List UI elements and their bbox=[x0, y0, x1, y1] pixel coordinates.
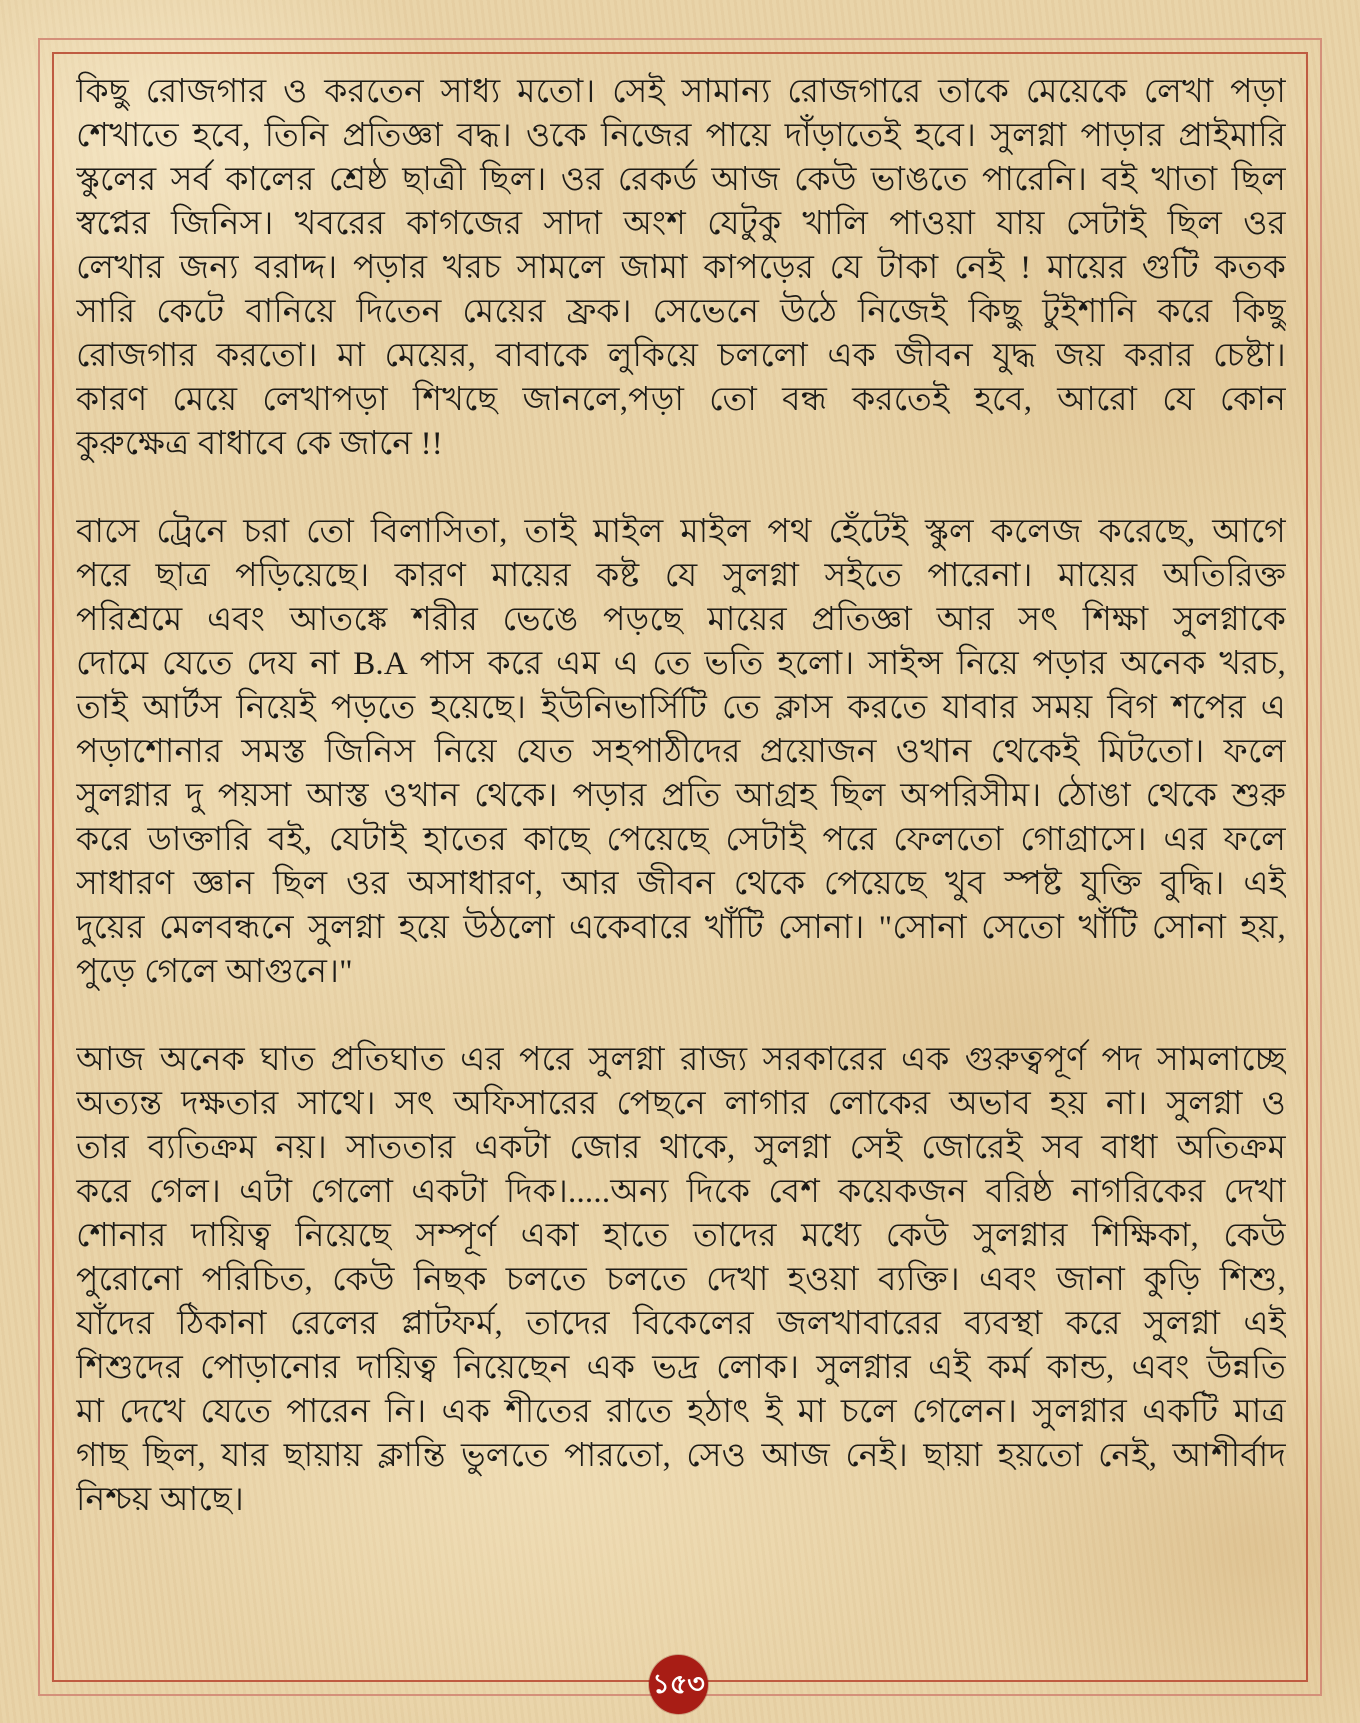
text-line: কিছু রোজগার ও করতেন সাধ্য মতো। সেই সামান্য রোজগারে তাকে মেয়েকে লেখা পড়া bbox=[76, 74, 1286, 110]
text-line: তাই আর্টস নিয়েই পড়তে হয়েছে। ইউনিভার্সিটি তে ক্লাস করতে যাবার সময় বিগ শপের এ bbox=[76, 690, 1286, 726]
paragraph-3 bbox=[76, 1038, 1286, 1522]
text-line: গাছ ছিল, যার ছায়ায় ক্লান্তি ভুলতে পারতো, সেও আজ নেই। ছায়া হয়তো নেই, আশীর্বাদ bbox=[76, 1438, 1286, 1474]
page-number: ১৫৩ bbox=[652, 1669, 705, 1699]
page-text bbox=[76, 70, 1286, 1553]
text-line: তার ব্যতিক্রম নয়। সাততার একটা জোর থাকে, সুলগ্না সেই জোরেই সব বাধা অতিক্রম bbox=[76, 1130, 1286, 1166]
text-line: আজ অনেক ঘাত প্রতিঘাত এর পরে সুলগ্না রাজ্য সরকারের এক গুরুত্বপূর্ণ পদ সামলাচ্ছে bbox=[76, 1042, 1286, 1078]
text-line: দোমে যেতে দেয না B.A পাস করে এম এ তে ভতি হলো। সাইন্স নিয়ে পড়ার অনেক খরচ, bbox=[76, 646, 1286, 682]
text-line: কুরুক্ষেত্র বাধাবে কে জানে !! bbox=[76, 426, 443, 462]
text-line: পরে ছাত্র পড়িয়েছে। কারণ মায়ের কষ্ট যে সুলগ্না সইতে পারেনা। মায়ের অতিরিক্ত bbox=[76, 558, 1286, 594]
text-line: শোনার দায়িত্ব নিয়েছে সম্পূর্ণ একা হাতে তাদের মধ্যে কেউ সুলগ্নার শিক্ষিকা, কেউ bbox=[76, 1218, 1286, 1254]
text-line: নিশ্চয় আছে। bbox=[76, 1482, 244, 1518]
text-line: সুলগ্নার দু পয়সা আস্ত ওখান থেকে। পড়ার প্রতি আগ্রহ ছিল অপরিসীম। ঠোঙা থেকে শুরু bbox=[76, 778, 1286, 814]
paragraph-2 bbox=[76, 510, 1286, 994]
page-number-badge bbox=[649, 1655, 708, 1714]
text-line: অত্যন্ত দক্ষতার সাথে। সৎ অফিসারের পেছনে লাগার লোকের অভাব হয় না। সুলগ্না ও bbox=[76, 1086, 1286, 1122]
text-line: স্বপ্নের জিনিস। খবরের কাগজের সাদা অংশ যেটুকু খালি পাওয়া যায় সেটাই ছিল ওর bbox=[76, 206, 1286, 242]
text-line: সারি কেটে বানিয়ে দিতেন মেয়ের ফ্রক। সেভেনে উঠে নিজেই কিছু টুইশানি করে কিছু bbox=[76, 294, 1286, 330]
text-line: স্কুলের সর্ব কালের শ্রেষ্ঠ ছাত্রী ছিল। ওর রেকর্ড আজ কেউ ভাঙতে পারেনি। বই খাতা ছিল bbox=[76, 162, 1286, 198]
text-line: শিশুদের পোড়ানোর দায়িত্ব নিয়েছেন এক ভদ্র লোক। সুলগ্নার এই কর্ম কান্ড, এবং উন্নতি bbox=[76, 1350, 1286, 1386]
paragraph-1 bbox=[76, 70, 1286, 466]
text-line: করে ডাক্তারি বই, যেটাই হাতের কাছে পেয়েছে সেটাই পরে ফেলতো গোগ্রাসে। এর ফলে bbox=[76, 822, 1286, 858]
text-line: বাসে ট্রেনে চরা তো বিলাসিতা, তাই মাইল মাইল পথ হেঁটেই স্কুল কলেজ করেছে, আগে bbox=[76, 514, 1286, 550]
text-line: পুড়ে গেলে আগুনে।" bbox=[76, 954, 353, 990]
text-line: দুয়ের মেলবন্ধনে সুলগ্না হয়ে উঠলো একেবারে খাঁটি সোনা। "সোনা সেতো খাঁটি সোনা হয়, bbox=[76, 910, 1286, 946]
text-line: পরিশ্রমে এবং আতঙ্কে শরীর ভেঙে পড়ছে মায়ের প্রতিজ্ঞা আর সৎ শিক্ষা সুলগ্নাকে bbox=[76, 602, 1286, 638]
text-line: রোজগার করতো। মা মেয়ের, বাবাকে লুকিয়ে চললো এক জীবন যুদ্ধ জয় করার চেষ্টা। bbox=[76, 338, 1286, 374]
text-line: কারণ মেয়ে লেখাপড়া শিখছে জানলে,পড়া তো বন্ধ করতেই হবে, আরো যে কোন bbox=[76, 382, 1286, 418]
text-line: সাধারণ জ্ঞান ছিল ওর অসাধারণ, আর জীবন থেকে পেয়েছে খুব স্পষ্ট যুক্তি বুদ্ধি। এই bbox=[76, 866, 1286, 902]
text-line: পড়াশোনার সমস্ত জিনিস নিয়ে যেত সহপাঠীদের প্রয়োজন ওখান থেকেই মিটতো। ফলে bbox=[76, 734, 1286, 770]
text-line: পুরোনো পরিচিত, কেউ নিছক চলতে চলতে দেখা হওয়া ব্যক্তি। এবং জানা কুড়ি শিশু, bbox=[76, 1262, 1286, 1298]
text-line: শেখাতে হবে, তিনি প্রতিজ্ঞা বদ্ধ। ওকে নিজের পায়ে দাঁড়াতেই হবে। সুলগ্না পাড়ার প্রাইমারি bbox=[76, 118, 1286, 154]
text-line: মা দেখে যেতে পারেন নি। এক শীতের রাতে হঠাৎ ই মা চলে গেলেন। সুলগ্নার একটি মাত্র bbox=[76, 1394, 1286, 1430]
text-line: করে গেল। এটা গেলো একটা দিক।.....অন্য দিকে বেশ কয়েকজন বরিষ্ঠ নাগরিকের দেখা bbox=[76, 1174, 1286, 1210]
text-line: লেখার জন্য বরাদ্দ। পড়ার খরচ সামলে জামা কাপড়ের যে টাকা নেই ! মায়ের গুটি কতক bbox=[76, 250, 1286, 286]
text-line: যাঁদের ঠিকানা রেলের প্লাটফর্ম, তাদের বিকেলের জলখাবারের ব্যবস্থা করে সুলগ্না এই bbox=[76, 1306, 1286, 1342]
